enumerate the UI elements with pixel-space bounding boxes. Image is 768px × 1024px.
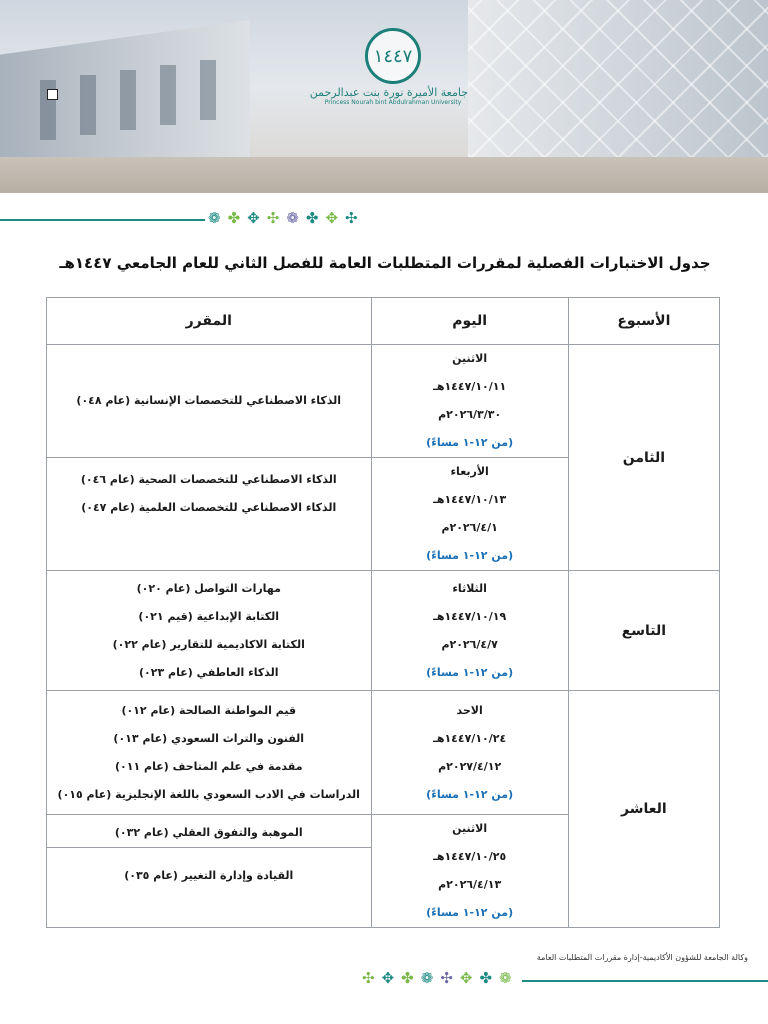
logo-name-ar: جامعة الأميرة نورة بنت عبدالرحمن <box>309 86 468 99</box>
gregorian-date: ٢٠٢٦/٣/٣٠م <box>438 408 502 421</box>
exam-time: (من ١٢-١ مساءً) <box>426 665 514 679</box>
header-course: المقرر <box>47 298 372 345</box>
course-name: الموهبة والتفوق العقلي (عام ٠٣٢) <box>47 819 371 848</box>
day-name: الاثنين <box>452 822 488 835</box>
day-cell <box>371 571 568 691</box>
course-cell <box>47 458 372 571</box>
course-name: قيم المواطنة الصالحة (عام ٠١٢) <box>121 703 297 717</box>
page-title: جدول الاختبارات الفصلية لمقررات المتطلبات العامة للفصل الثاني للعام الجامعي ١٤٤٧هـ <box>59 254 711 272</box>
course-cell <box>47 815 372 928</box>
footer-note: وكالة الجامعة للشؤون الأكاديمية-إدارة مقررات المتطلبات العامة <box>536 953 748 962</box>
course-name: الذكاء الاصطناعي للتخصصات العلمية (عام ٠٤٧) <box>81 501 337 514</box>
week-cell: العاشر <box>568 691 719 928</box>
hijri-date: ١٤٤٧/١٠/٢٤هـ <box>433 731 507 745</box>
ornament-icon: ❁ ✤ ✥ ✣ ❁ ✤ ✥ ✣ <box>208 209 358 227</box>
exam-time: (من ١٢-١ مساءً) <box>426 787 514 801</box>
university-seal-icon: ١٤٤٧ <box>365 28 421 84</box>
course-name: مهارات التواصل (عام ٠٢٠) <box>136 581 281 595</box>
ornament-icon: ✣ ✥ ✤ ❁ ✣ ✥ ✤ ❁ <box>362 969 512 987</box>
course-name: الذكاء الاصطناعي للتخصصات الصحية (عام ٠٤٦) <box>80 473 337 486</box>
course-name: القيادة وإدارة التغيير (عام ٠٣٥) <box>124 869 294 882</box>
divider-line <box>0 219 205 221</box>
table-header-row <box>47 298 720 345</box>
table-row <box>47 345 720 458</box>
ornament-divider-bottom <box>0 968 768 990</box>
course-name: مقدمة في علم المتاحف (عام ٠١١) <box>114 759 303 773</box>
day-name: الاحد <box>456 703 483 717</box>
table-row <box>47 691 720 815</box>
day-cell <box>371 458 568 571</box>
course-name: الذكاء العاطفي (عام ٠٢٣) <box>139 665 279 679</box>
day-cell <box>371 815 568 928</box>
day-cell <box>371 691 568 815</box>
day-name: الأربعاء <box>450 465 489 478</box>
gregorian-date: ٢٠٢٧/٤/١٢م <box>438 759 502 773</box>
ornament-divider-top <box>0 208 768 228</box>
exam-schedule-table <box>46 297 720 928</box>
hijri-date: ١٤٤٧/١٠/١١هـ <box>433 380 507 393</box>
table-row <box>47 571 720 691</box>
header-week: الأسبوع <box>568 298 719 345</box>
course-name: الدراسات في الادب السعودي باللغة الإنجليزية (عام ٠١٥) <box>57 787 360 801</box>
week-cell: التاسع <box>568 571 719 691</box>
logo-name-en: Princess Nourah bint Abdulrahman University <box>324 99 462 106</box>
hijri-date: ١٤٤٧/١٠/٢٥هـ <box>433 850 507 863</box>
hijri-date: ١٤٤٧/١٠/١٩هـ <box>433 609 507 623</box>
exam-time: (من ١٢-١ مساءً) <box>426 906 514 919</box>
course-name: الكتابة الاكاديمية للتقارير (عام ٠٢٢) <box>112 637 305 651</box>
course-cell <box>47 345 372 458</box>
hijri-date: ١٤٤٧/١٠/١٣هـ <box>433 493 507 506</box>
day-name: الثلاثاء <box>452 581 487 595</box>
course-name: الكتابة الإبداعية (قيم ٠٢١) <box>138 609 280 623</box>
checkbox-icon[interactable] <box>47 89 58 100</box>
course-name: الفنون والتراث السعودي (عام ٠١٣) <box>113 731 305 745</box>
gregorian-date: ٢٠٢٦/٤/١م <box>441 521 498 534</box>
course-cell <box>47 571 372 691</box>
week-cell: الثامن <box>568 345 719 571</box>
ground-image <box>0 157 768 193</box>
day-cell <box>371 345 568 458</box>
exam-time: (من ١٢-١ مساءً) <box>426 436 514 449</box>
day-name: الاثنين <box>452 352 488 365</box>
gregorian-date: ٢٠٢٦/٤/١٣م <box>438 878 502 891</box>
header-day: اليوم <box>371 298 568 345</box>
header-banner <box>0 0 768 193</box>
gregorian-date: ٢٠٢٦/٤/٧م <box>441 637 498 651</box>
course-name: الذكاء الاصطناعي للتخصصات الإنسانية (عام ٠٤٨) <box>76 394 342 407</box>
divider-line <box>522 980 768 982</box>
course-cell <box>47 691 372 815</box>
exam-time: (من ١٢-١ مساءً) <box>426 549 514 562</box>
university-logo <box>309 28 468 108</box>
